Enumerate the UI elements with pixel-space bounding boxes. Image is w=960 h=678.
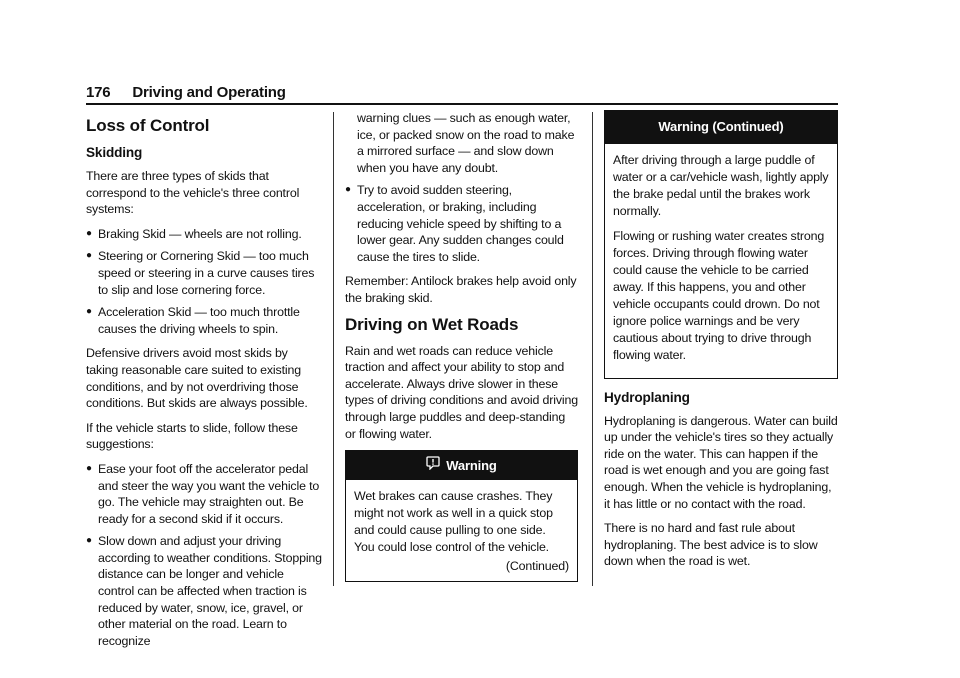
- header-text: [86, 84, 838, 101]
- list-item-continued: warning clues — such as enough water, ice, or packed snow on the road to make a mirrored surface — and slow down when you have any doubt.: [357, 111, 575, 175]
- list-item: ● Try to avoid sudden steering, acceleration, or braking, including reducing vehicle speed by shifting to a lower gear. Any sudden changes could cause the tires to slide.: [345, 183, 564, 264]
- bullet-icon: ●: [86, 250, 92, 262]
- warning-continued-header: Warning (Continued): [605, 111, 837, 144]
- warning-continued-text-2: Flowing or rushing water creates strong forces. Driving through flowing water could cause the vehicle to be carried away. If this happens, you and other vehicle occupants could drown. Do not ignore police warnings and be very cautious about trying to drive through flowing water.: [613, 228, 825, 362]
- loss-of-control-heading: Loss of Control: [86, 116, 210, 135]
- list-item: ● Acceleration Skid — too much throttle causes the driving wheels to spin.: [86, 305, 300, 336]
- page-header: [86, 84, 838, 101]
- list-item: ● Braking Skid — wheels are not rolling.: [86, 226, 302, 241]
- skid-intro: There are three types of skids that correspond to the vehicle's three control systems:: [86, 169, 300, 217]
- suggestions-list: [86, 461, 322, 650]
- bullet-icon: ●: [86, 535, 92, 547]
- warning-body: [346, 480, 577, 581]
- section-title: Driving and Operating: [132, 84, 286, 101]
- warning-continued-box: [604, 110, 838, 379]
- page-number: 176: [86, 84, 111, 101]
- warning-icon: [426, 456, 440, 475]
- column-3: [604, 110, 838, 578]
- column-1: [86, 110, 322, 657]
- column-divider-2: [592, 112, 593, 586]
- list-item: ● Steering or Cornering Skid — too much speed or steering in a curve causes tires to slip and lose cornering force.: [86, 249, 315, 297]
- wet-roads-heading: Driving on Wet Roads: [345, 314, 519, 334]
- list-item: ● Ease your foot off the accelerator pedal and steer the way you want the vehicle to go. The vehicle may straighten out. Be ready for a second skid if it occurs.: [86, 461, 320, 526]
- warning-continued-body: [605, 144, 837, 378]
- bullet-icon: ●: [86, 227, 92, 239]
- defensive-drivers-para: Defensive drivers avoid most skids by taking reasonable care suited to existing conditions, and by not overdriving those conditions. But skids are always possible.: [86, 346, 308, 411]
- continued-label: (Continued): [505, 558, 569, 573]
- warning-label: Warning: [446, 458, 497, 474]
- antilock-remember: Remember: Antilock brakes help avoid only the braking skid.: [345, 274, 577, 305]
- skid-types-list: [86, 226, 322, 338]
- bullet-icon: ●: [345, 184, 351, 196]
- hydroplaning-heading: Hydroplaning: [604, 389, 690, 405]
- skidding-heading: Skidding: [86, 145, 143, 160]
- column-divider-1: [333, 112, 334, 586]
- hydroplaning-para-2: There is no hard and fast rule about hydroplaning. The best advice is to slow down when the road is wet.: [604, 521, 818, 569]
- header-rule: [86, 103, 838, 105]
- warning-header: [346, 451, 577, 480]
- slide-suggestions-para: If the vehicle starts to slide, follow these suggestions:: [86, 420, 298, 452]
- column-2: [345, 110, 578, 582]
- wet-roads-para: Rain and wet roads can reduce vehicle traction and affect your ability to stop and accelerate. Always drive slower in these types of driving conditions and avoid driving through large puddles and deep-standing or flowing water.: [345, 343, 578, 441]
- list-item: ● Slow down and adjust your driving according to weather conditions. Stopping distance can be longer and vehicle control can be affected when traction is reduced by water, snow, ice, gravel, or other material on the road. Learn to recognize: [86, 534, 322, 648]
- continued-list: [345, 110, 578, 265]
- warning-text: Wet brakes can cause crashes. They might not work as well in a quick stop and could cause pulling to one side. You could lose control of the vehicle.: [354, 488, 553, 554]
- bullet-icon: ●: [86, 306, 92, 318]
- warning-box: [345, 450, 578, 582]
- warning-continued-text-1: After driving through a large puddle of water or a car/vehicle wash, lightly apply the brake pedal until the brakes work normally.: [613, 152, 829, 218]
- bullet-icon: ●: [86, 462, 92, 474]
- hydroplaning-para-1: Hydroplaning is dangerous. Water can build up under the vehicle's tires so they actually ride on the water. This can happen if the road is wet enough and you are going fast enough. When the vehicle is hydroplaning, it has little or no contact with the road.: [604, 413, 838, 511]
